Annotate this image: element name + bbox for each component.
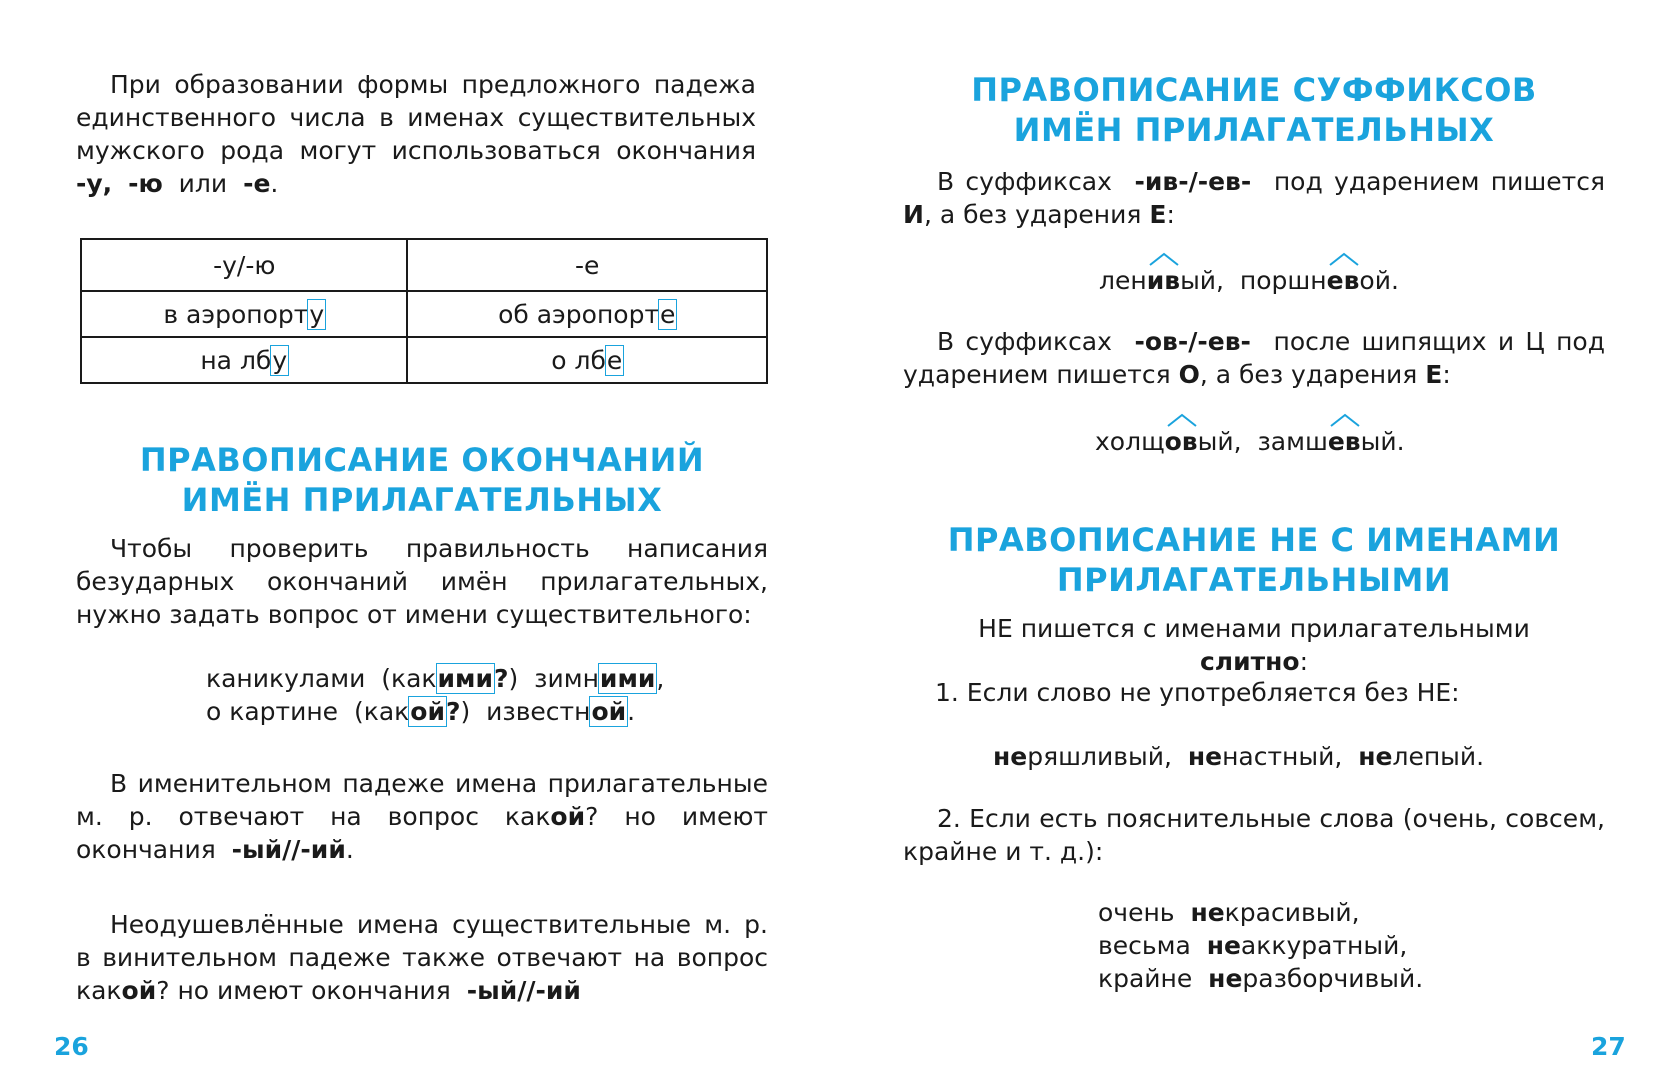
table-cell: в аэропорту xyxy=(81,291,407,337)
example-line: о картине (какой?) известной. xyxy=(206,697,636,726)
example-line: лен ивый, поршн евой. xyxy=(1099,264,1399,297)
section-heading-suffixes: ПРАВОПИСАНИЕ СУФФИКСОВ ИМЁН ПРИЛАГАТЕЛЬНЫХ xyxy=(971,71,1537,149)
table-header: -у/-ю xyxy=(81,239,407,291)
table-cell: на лбу xyxy=(81,337,407,383)
table-cell: об аэропорте xyxy=(407,291,767,337)
stressed-suffix: ов xyxy=(1165,427,1198,456)
paragraph-suffix-ov: В суффиксах -ов-/-ев- после шипящих и Ц под ударением пишется О, а без ударения Е: xyxy=(903,327,1605,389)
table-row xyxy=(81,337,767,383)
paragraph-accusative: Неодушевлённые имена существительные м. р. в винительном падеже также отвечают на вопрос какой? но имеют окончания -ый//-ий xyxy=(76,910,768,1005)
section-heading-ne: ПРАВОПИСАНИЕ НЕ С ИМЕНАМИ ПРИЛАГАТЕЛЬНЫМИ xyxy=(947,521,1561,599)
table-header-row xyxy=(81,239,767,291)
example-line: крайне неразборчивый. xyxy=(1098,964,1424,993)
accent-mark-icon xyxy=(1330,413,1360,427)
intro-paragraph: При образовании формы предложного падежа единственного числа в именах существительных мужского рода могут использоваться окончания -у, -ю или -е. xyxy=(76,70,756,198)
stressed-suffix: ев xyxy=(1328,427,1361,456)
table-row xyxy=(81,291,767,337)
example-line: очень некрасивый, xyxy=(1098,898,1360,927)
example-line: каникулами (какими?) зимними, xyxy=(206,664,665,693)
rule-ne: НЕ пишется с именами прилагательными слитно: xyxy=(978,614,1530,676)
page-number: 27 xyxy=(1591,1032,1626,1061)
paragraph-nominative: В именительном падеже имена прилагательные м. р. отвечают на вопрос какой? но имеют окончания -ый//-ий. xyxy=(76,769,768,864)
accent-mark-icon xyxy=(1329,252,1359,266)
paragraph-check-endings: Чтобы проверить правильность написания безударных окончаний имён прилагательных, нужно задать вопрос от имени существительного: xyxy=(76,534,768,629)
accent-mark-icon xyxy=(1149,252,1179,266)
table-cell: о лбе xyxy=(407,337,767,383)
example-line: неряшливый, ненастный, нелепый. xyxy=(993,742,1485,771)
example-line: холщ овый, замш евый. xyxy=(1095,425,1405,458)
example-line: весьма неаккуратный, xyxy=(1098,931,1408,960)
accent-mark-icon xyxy=(1167,413,1197,427)
table-header: -е xyxy=(407,239,767,291)
endings-table xyxy=(80,238,768,384)
paragraph-suffix-iv: В суффиксах -ив-/-ев- под ударением пишется И, а без ударения Е: xyxy=(903,167,1605,229)
right-page xyxy=(833,0,1666,1080)
stressed-suffix: ев xyxy=(1327,266,1360,295)
section-heading-endings: ПРАВОПИСАНИЕ ОКОНЧАНИЙ ИМЁН ПРИЛАГАТЕЛЬНЫХ xyxy=(139,441,705,519)
stressed-suffix: ив xyxy=(1147,266,1180,295)
rule-item-1: 1. Если слово не употребляется без НЕ: xyxy=(935,678,1460,707)
page-number: 26 xyxy=(54,1032,89,1061)
rule-item-2: 2. Если есть пояснительные слова (очень, совсем, крайне и т. д.): xyxy=(903,804,1605,866)
